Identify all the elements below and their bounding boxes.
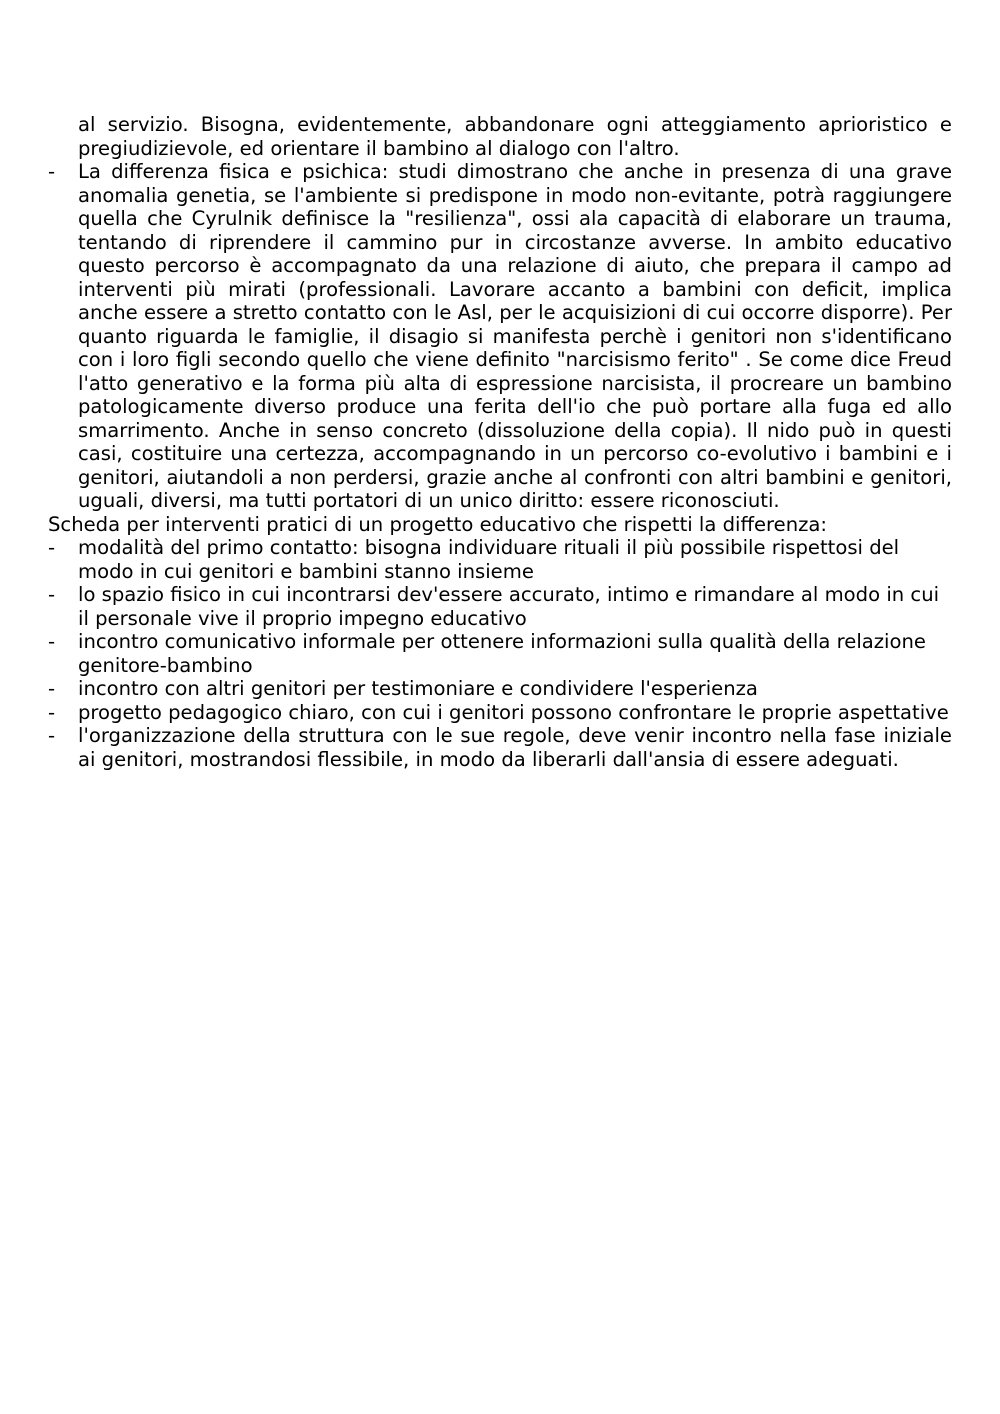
scheda-heading: Scheda per interventi pratici di un progetto educativo che rispetti la differenza:: [48, 512, 828, 536]
list-item: [48, 583, 952, 630]
bullet-dash: -: [48, 583, 56, 606]
bullet-dash: -: [48, 700, 56, 724]
paragraph-item-text: La differenza fisica e psichica: studi dimostrano che anche in presenza di una grave anomalia genetia, se l'ambiente si predispone in modo non-evitante, potrà raggiungere quella che Cyrulnik definisce la "resilienza", ossi ala capacità di elaborare un trauma, tentando di riprendere il cammino pur in circostanze avverse. In ambito educativo questo percorso è accompagnato da una relazione di aiuto, che prepara il campo ad interventi più mirati (professionali. Lavorare accanto a bambini con deficit, implica anche essere a stretto contatto con le Asl, per le acquisizioni di cui occorre disporre). Per quanto riguarda le famiglie, il disagio si manifesta perchè i genitori non s'identificano con i loro figli secondo quello che viene definito "narcisismo ferito" . Se come dice Freud l'atto generativo e la forma più alta di espressione narcisista, il procreare un bambino patologicamente diverso produce una ferita dell'io che può portare alla fuga ed allo smarrimento. Anche in senso concreto (dissoluzione della copia). Il nido può in questi casi, costituire una certezza, accompagnando in un percorso co-evolutivo i bambini e i genitori, aiutandoli a non perdersi, grazie anche al confronti con altri bambini e genitori, uguali, diversi, ma tutti portatori di un unico diritto: essere riconosciuti.: [78, 160, 952, 512]
list-item-text: incontro con altri genitori per testimoniare e condividere l'esperienza: [78, 677, 758, 700]
document-page: [48, 113, 952, 771]
list-item-text: lo spazio fisico in cui incontrarsi dev'essere accurato, intimo e rimandare al modo in cui il personale vive il proprio impegno educativo: [78, 583, 940, 630]
list-item-text: modalità del primo contatto: bisogna individuare rituali il più possibile rispettosi del modo in cui genitori e bambini stanno insieme: [78, 536, 900, 583]
bullet-dash: -: [48, 677, 56, 700]
list-item-text: progetto pedagogico chiaro, con cui i genitori possono confrontare le proprie aspettative: [78, 700, 949, 724]
list-item-text: incontro comunicativo informale per ottenere informazioni sulla qualità della relazione genitore-bambino: [78, 630, 926, 677]
list-item: [48, 160, 952, 513]
list-item: [48, 724, 952, 771]
list-item: [48, 630, 952, 677]
list-item: [48, 677, 952, 701]
interventions-list: [48, 536, 952, 771]
intro-continuation: al servizio. Bisogna, evidentemente, abbandonare ogni atteggiamento aprioristico e pregiudizievole, ed orientare il bambino al dialogo con l'altro.: [78, 113, 952, 160]
bullet-dash: -: [48, 724, 56, 747]
list-item-text: l'organizzazione della struttura con le sue regole, deve venir incontro nella fase iniziale ai genitori, mostrandosi flessibile, in modo da liberarli dall'ansia di essere adeguati.: [78, 724, 952, 771]
bullet-dash: -: [48, 630, 56, 653]
list-item: [48, 701, 952, 725]
list-item: [48, 536, 952, 583]
bullet-dash: -: [48, 536, 56, 559]
bullet-dash: -: [48, 160, 56, 183]
